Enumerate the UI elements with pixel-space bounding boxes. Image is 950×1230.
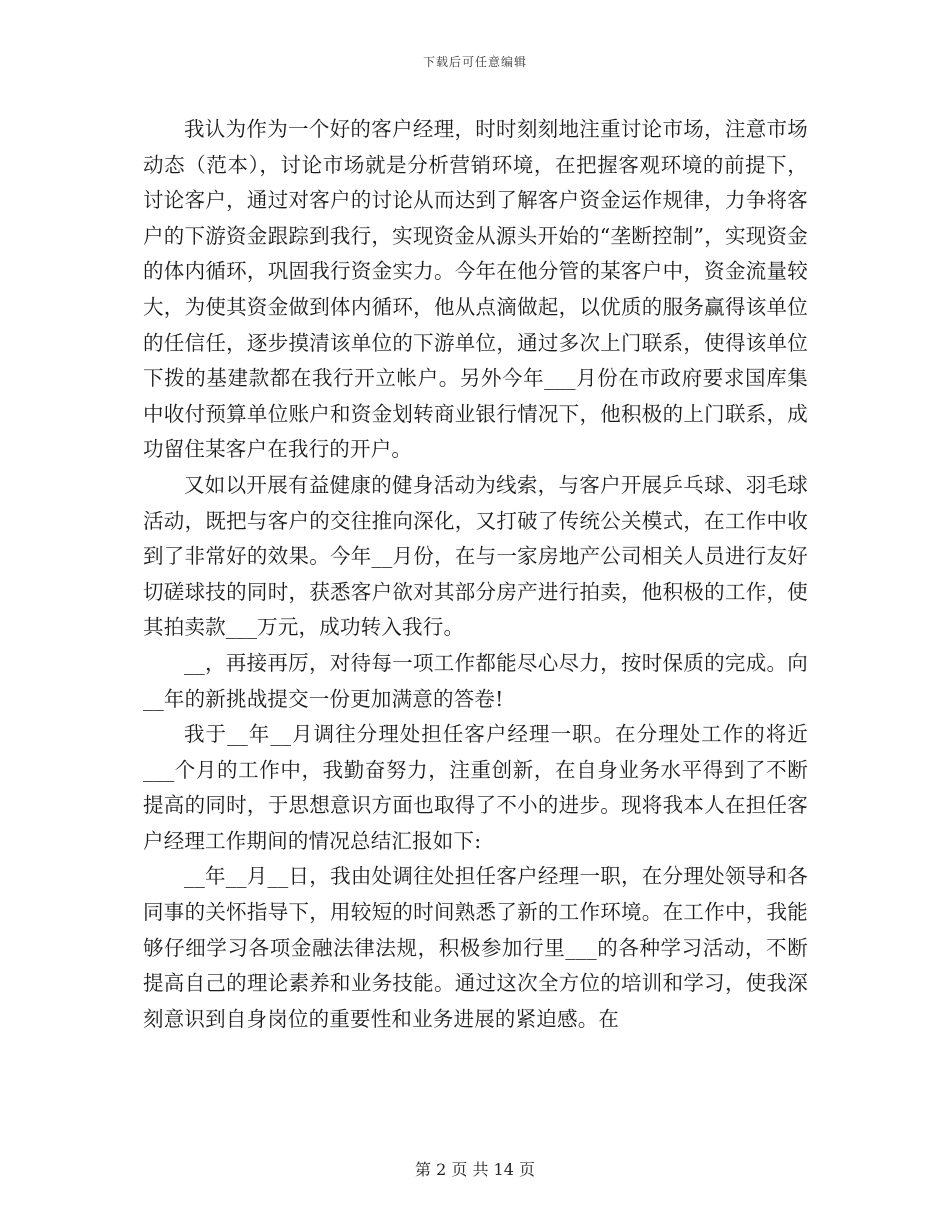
paragraph-4: 我于__年__月调往分理处担任客户经理一职。在分理处工作的将近___个月的工作中，我勤奋努力，注重创新，在自身业务水平得到了不断提高的同时，于思想意识方面也取得了不小的进步。现将我本人在担任客户经理工作期间的情况总结汇报如下: bbox=[143, 722, 808, 853]
paragraph-2: 又如以开展有益健康的健身活动为线索，与客户开展乒乓球、羽毛球活动，既把与客户的交往推向深化，又打破了传统公关模式，在工作中收到了非常好的效果。今年__月份，在与一家房地产公司相关人员进行友好切磋球技的同时，获悉客户欲对其部分房产进行拍卖，他积极的工作，使其拍卖款___万元，成功转入我行。 bbox=[143, 472, 808, 640]
page-footer: 第 2 页 共 14 页 bbox=[415, 1160, 535, 1179]
paragraph-5: __年__月__日，我由处调往处担任客户经理一职，在分理处领导和各同事的关怀指导下，用较短的时间熟悉了新的工作环境。在工作中，我能够仔细学习各项金融法律法规，积极参加行里___的各种学习活动，不断提高自己的理论素养和业务技能。通过这次全方位的培训和学习，使我深刻意识到自身岗位的重要性和业务进展的紧迫感。在 bbox=[143, 864, 808, 1031]
page-header: 下载后可任意编辑 bbox=[422, 55, 527, 69]
document-body bbox=[143, 112, 808, 1037]
paragraph-1: 我认为作为一个好的客户经理，时时刻刻地注重讨论市场，注意市场动态（范本），讨论市场就是分析营销环境，在把握客观环境的前提下，讨论客户，通过对客户的讨论从而达到了解客户资金运作规律，力争将客户的下游资金跟踪到我行，实现资金从源头开始的“垄断控制”，实现资金的体内循环，巩固我行资金实力。今年在他分管的某客户中，资金流量较大，为使其资金做到体内循环，他从点滴做起，以优质的服务赢得该单位的任信任，逐步摸清该单位的下游单位，通过多次上门联系，使得该单位下拨的基建款都在我行开立帐户。另外今年___月份在市政府要求国库集中收付预算单位账户和资金划转商业银行情况下，他积极的上门联系，成功留住某客户在我行的开户。 bbox=[143, 117, 808, 462]
paragraph-3: __，再接再厉，对待每一项工作都能尽心尽力，按时保质的完成。向__年的新挑战提交一份更加满意的答卷! bbox=[143, 650, 808, 711]
